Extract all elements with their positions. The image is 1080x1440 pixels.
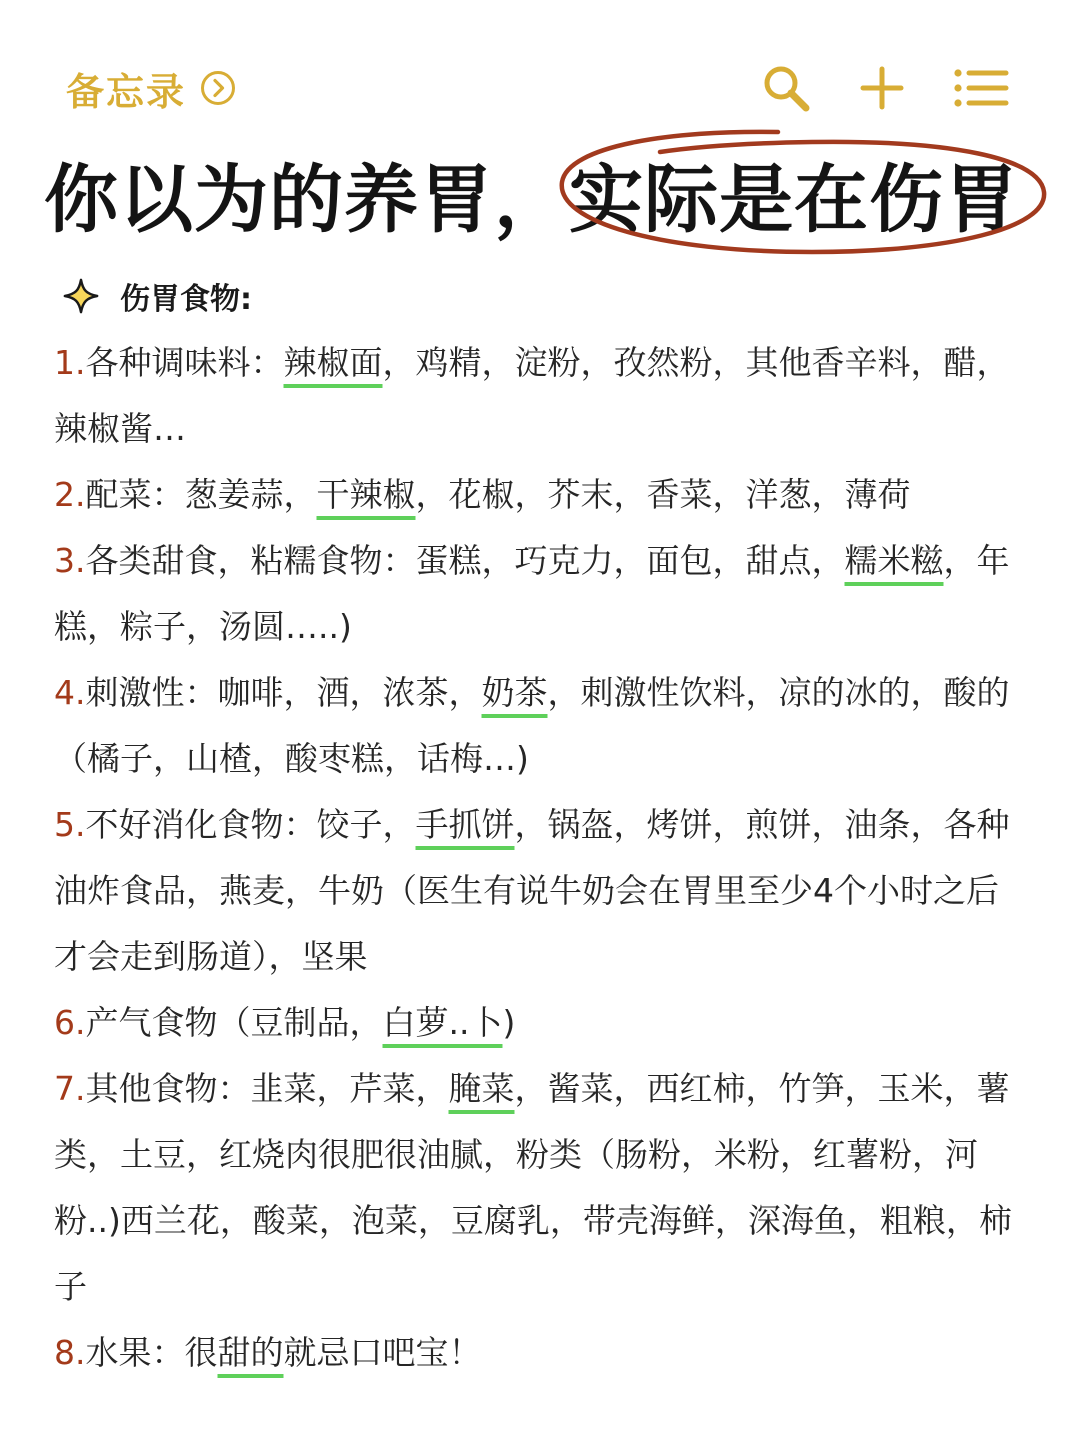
top-bar [0, 52, 1080, 124]
section-title: 伤胃食物: [118, 274, 254, 318]
headline-part-2: 实际是在伤胃 [569, 157, 1019, 243]
item-text: 刺激性：咖啡，酒，浓茶， [85, 673, 482, 712]
item-text: ，鸡精，淀粉，孜然粉，其他香辛料，醋，辣椒酱… [54, 343, 1010, 448]
section-header [62, 274, 254, 318]
app-title: 备忘录 [66, 69, 187, 114]
item-text: 不好消化食物：饺子， [85, 805, 416, 844]
item-text: 各类甜食，粘糯食物：蛋糕，巧克力，面包，甜点， [85, 541, 845, 580]
back-to-notes-button[interactable] [66, 60, 236, 116]
item-text: ，酱菜，西红柿，竹笋，玉米，薯类，土豆，红烧肉很肥很油腻，粉类（肠粉，米粉，红薯粉，河粉..)西兰花，酸菜，泡菜，豆腐乳，带壳海鲜，深海鱼，粗粮，柿子 [54, 1069, 1012, 1306]
sparkle-icon [62, 277, 100, 315]
highlighted-keyword: 手抓饼 [415, 805, 515, 844]
list-item [54, 330, 1029, 462]
headline-part-1: 你以为的养胃， [44, 157, 569, 243]
item-text: ，刺激性饮料，凉的冰的，酸的（橘子，山楂，酸枣糕，话梅…) [54, 673, 1010, 778]
item-text: 配菜：葱姜蒜， [85, 475, 317, 514]
item-number: 1. [54, 343, 86, 382]
highlighted-keyword: 白萝..卜 [382, 1003, 503, 1042]
list-item [54, 660, 1029, 792]
item-text: 其他食物：韭菜，芹菜， [85, 1069, 449, 1108]
item-text: 就忌口吧宝！ [283, 1333, 482, 1372]
list-item [54, 990, 1029, 1056]
highlighted-keyword: 奶茶 [481, 673, 548, 712]
search-icon[interactable] [760, 62, 812, 114]
item-number: 8. [54, 1333, 86, 1372]
item-number: 2. [54, 475, 86, 514]
item-number: 4. [54, 673, 86, 712]
item-text: ，花椒，芥末，香菜，洋葱，薄荷 [415, 475, 911, 514]
item-text: ，年糕，粽子，汤圆…..) [54, 541, 1010, 646]
item-number: 3. [54, 541, 86, 580]
circle-chevron-right-icon [200, 70, 236, 106]
list-item [54, 1320, 1029, 1386]
list-item [54, 462, 1029, 528]
item-number: 6. [54, 1003, 86, 1042]
list-item [54, 792, 1029, 990]
note-content [54, 330, 1029, 1386]
plus-icon[interactable] [856, 62, 908, 114]
highlighted-keyword: 腌菜 [448, 1069, 515, 1108]
highlighted-keyword: 糯米糍 [844, 541, 944, 580]
item-text: 产气食物（豆制品， [85, 1003, 383, 1042]
item-text: ，锅盔，烤饼，煎饼，油条，各种油炸食品，燕麦，牛奶（医生有说牛奶会在胃里至少4个小时之后才会走到肠道），坚果 [54, 805, 1010, 976]
item-text: 各种调味料： [85, 343, 284, 382]
highlighted-keyword: 辣椒面 [283, 343, 383, 382]
page-title [44, 150, 1064, 250]
highlighted-keyword: 甜的 [217, 1333, 284, 1372]
item-text: ) [502, 1003, 516, 1042]
list-icon[interactable] [952, 62, 1010, 114]
item-text: 水果：很 [85, 1333, 218, 1372]
item-number: 5. [54, 805, 86, 844]
list-item [54, 528, 1029, 660]
top-actions [760, 58, 1010, 118]
list-item [54, 1056, 1029, 1320]
highlighted-keyword: 干辣椒 [316, 475, 416, 514]
item-number: 7. [54, 1069, 86, 1108]
